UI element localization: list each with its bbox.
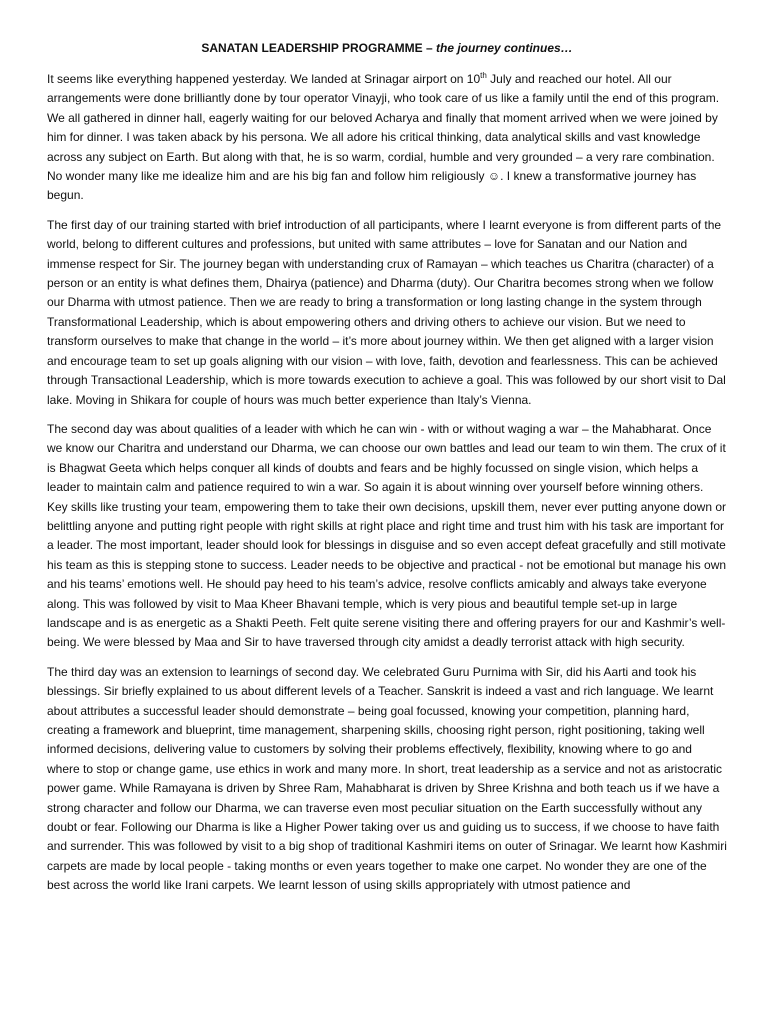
document-title — [47, 40, 727, 56]
document-page — [47, 40, 727, 906]
title-subtitle: the journey continues… — [436, 41, 573, 55]
paragraph-second-day: The second day was about qualities of a leader with which he can win - with or without waging a war – the Mahabharat. Once we know our Charitra and understand our Dharma, we can choose our own battles and lead our team to win them. The crux of it is Bhagwat Geeta which helps conquer all kinds of doubts and fears and be highly focussed on single vision, which helps a leader to maintain calm and patience required to win a war. So again it is about winning over yourself before winning others. Key skills like trusting your team, empowering them to take their own decisions, upskill them, never ever putting anyone down or belittling anyone and putting right people with right skills at right place and right time and trust him with his task are important for a leader. The most important, leader should look for blessings in disguise and so even accept defeat gracefully and still motivate his team as this is stepping stone to success. Leader needs to be objective and practical - not be emotional but manage his own and his teams’ emotions well. He should pay heed to his team’s advice, resolve conflicts amicably and always take everyone along. This was followed by visit to Maa Kheer Bhavani temple, which is very pious and beautiful temple set-up in large landscape and is as energetic as a Shakti Peeth. Felt quite serene visiting there and offering prayers for our and Kashmir’s well-being. We were blessed by Maa and Sir to have traversed through city amidst a deadly terrorist attack with high security. — [47, 421, 727, 650]
title-main: SANATAN LEADERSHIP PROGRAMME – — [201, 41, 436, 55]
paragraph-arrival-text-2: July and reached our hotel. All our arrangements were done brilliantly done by tour operator Vinayji, who took care of us like a family until the end of this program. We all gathered in dinner hall, eagerly waiting for our beloved Acharya and finally that moment arrived when we were joined by him for dinner. I was taken aback by his persona. We all adore his critical thinking, data analytical skills and vast knowledge across any subject on Earth. But along with that, he is so warm, cordial, humble and very grounded – a very rare combination. No wonder many like me idealize him and are his big fan and follow him religiously ☺. I knew a transformative journey has begun. — [47, 72, 720, 203]
paragraph-first-day: The first day of our training started with brief introduction of all participants, where I learnt everyone is from different parts of the world, belong to different cultures and professions, but united with same attributes – love for Sanatan and our Nation and immense respect for Sir. The journey began with understanding crux of Ramayan – which teaches us Charitra (character) of a person or an entity is what defines them, Dhairya (patience) and Dharma (duty). Our Charitra becomes strong when we follow our Dharma with utmost patience. Then we are ready to bring a transformation or long lasting change in the system through Transformational Leadership, which is about empowering others and driving others to achieve our vision. But we need to transform ourselves to make that change in the world – it’s more about journey within. We then get aligned with a larger vision and encourage team to set up goals aligning with our vision – with love, faith, devotion and fearlessness. This can be achieved through Transactional Leadership, which is more towards execution to achieve a goal. This was followed by our short visit to Dal lake. Moving in Shikara for couple of hours was much better experience than Italy’s Vienna. — [47, 217, 726, 407]
paragraph-third-day: The third day was an extension to learnings of second day. We celebrated Guru Purnima with Sir, did his Aarti and took his blessings. Sir briefly explained to us about different levels of a Teacher. Sanskrit is indeed a vast and rich language. We learnt about attributes a successful leader should demonstrate – being goal focussed, knowing your competition, planning hard, creating a framework and blueprint, time management, sharpening skills, choosing right person, right positioning, taking well informed decisions, delivering value to customers by solving their problems effectively, flexibility, knowing where to go and where to stop or change game, use ethics in work and many more. In short, treat leadership as a service and not as aristocratic power game. While Ramayana is driven by Shree Ram, Mahabharat is driven by Shree Krishna and both teach us if we have a strong character and follow our Dharma, we can traverse even most peculiar situation on the Earth successfully without any doubt or fear. Following our Dharma is like a Higher Power taking over us and guiding us to success, if we choose to have faith and surrender. This was followed by visit to a big shop of traditional Kashmiri items on outer of Srinagar. We learnt how Kashmiri carpets are made by local people - taking months or even years together to make one carpet. No wonder they are one of the best across the world like Irani carpets. We learnt lesson of using skills appropriately with utmost patience and — [47, 664, 727, 893]
paragraph-arrival-superscript: th — [480, 71, 487, 80]
paragraph-arrival — [47, 70, 727, 206]
paragraph-arrival-text-1: It seems like everything happened yesterday. We landed at Srinagar airport on 10 — [47, 72, 481, 86]
